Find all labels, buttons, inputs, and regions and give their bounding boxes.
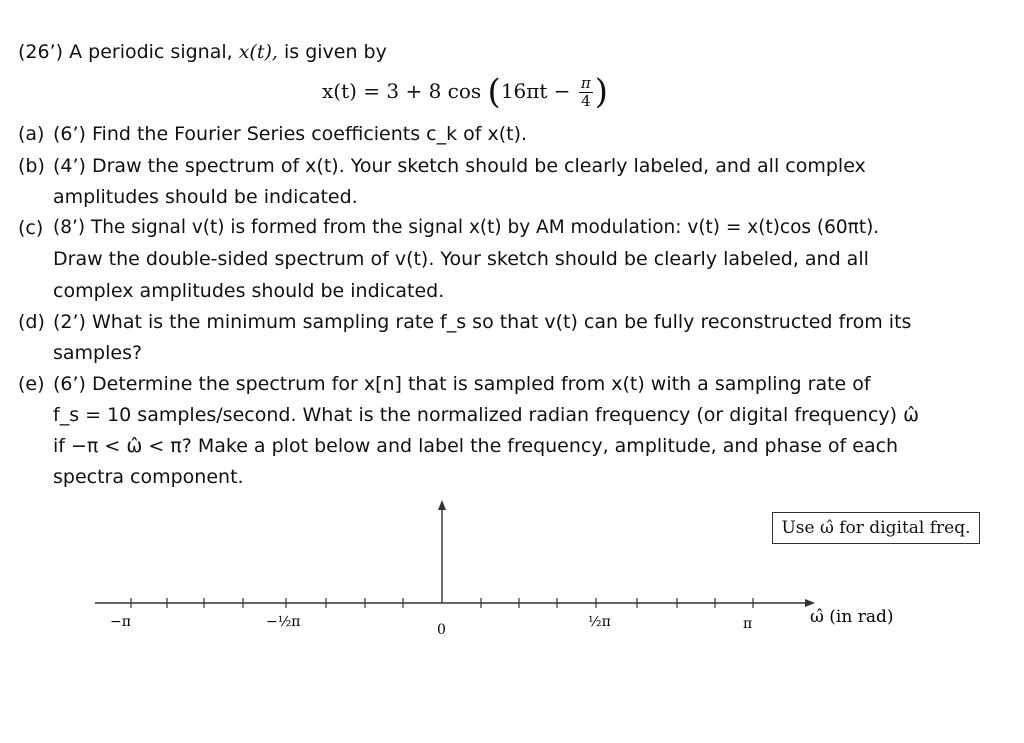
tick-label-minus-pi: −π	[110, 614, 131, 630]
tick-label-zero: 0	[437, 622, 446, 638]
horizontal-axis-arrow-icon	[805, 599, 815, 607]
part-e-line-3: if −π < ω̂ < π? Make a plot below and label the frequency, amplitude, and phase of each	[53, 435, 899, 457]
equation-lhs: x(t) = 3 + 8 cos	[322, 79, 482, 103]
part-c-line-1: (8’) The signal v(t) is formed from the signal x(t) by AM modulation: v(t) = x(t)cos (60πt).	[53, 217, 880, 238]
axis-ticks	[131, 598, 753, 608]
tick-label-half-pi: ½π	[588, 614, 611, 630]
part-e-line-2: f_s = 10 samples/second. What is the normalized radian frequency (or digital frequency) ω̂	[53, 404, 920, 426]
digital-frequency-legend: Use ω̂ for digital freq.	[772, 512, 980, 544]
problem-intro-tail: is given by	[283, 41, 387, 63]
problem-intro: A periodic signal,	[69, 41, 233, 63]
part-b-line-2: amplitudes should be indicated.	[53, 186, 358, 208]
axis-label-omega-hat: ω̂ (in rad)	[810, 607, 894, 627]
problem-signal: x(t),	[238, 41, 278, 63]
part-b-line-1: (4’) Draw the spectrum of x(t). Your sketch should be clearly labeled, and all complex	[53, 155, 866, 177]
tick-label-pi: π	[743, 616, 753, 632]
part-b-label: (b)	[18, 155, 45, 177]
close-paren: )	[594, 72, 609, 112]
part-c-label: (c)	[18, 217, 44, 239]
part-a-line-1: (6’) Find the Fourier Series coefficients c_k of x(t).	[53, 123, 528, 145]
pi-over-four-fraction	[579, 75, 593, 110]
part-c-line-2: Draw the double-sided spectrum of v(t). Your sketch should be clearly labeled, and all	[53, 248, 869, 270]
problem-header	[18, 40, 387, 64]
equation-argument: 16πt −	[500, 79, 571, 103]
open-paren: (	[487, 72, 501, 112]
part-e-label: (e)	[18, 373, 45, 395]
part-d-label: (d)	[18, 311, 45, 333]
part-e-line-1: (6’) Determine the spectrum for x[n] that is sampled from x(t) with a sampling rate of	[53, 373, 871, 395]
vertical-axis-arrow-icon	[438, 500, 446, 510]
part-d-line-2: samples?	[53, 342, 143, 364]
part-c-line-3: complex amplitudes should be indicated.	[53, 280, 445, 302]
part-e-line-4: spectra component.	[53, 466, 244, 488]
tick-label-minus-half-pi: −½π	[266, 614, 301, 630]
part-a-label: (a)	[18, 123, 45, 145]
signal-equation	[322, 72, 608, 112]
problem-points: (26’)	[18, 41, 64, 63]
part-d-line-1: (2’) What is the minimum sampling rate f_s so that v(t) can be fully reconstructed from its	[53, 311, 912, 333]
fraction-numerator: π	[580, 74, 591, 92]
fraction-denominator: 4	[581, 92, 591, 110]
